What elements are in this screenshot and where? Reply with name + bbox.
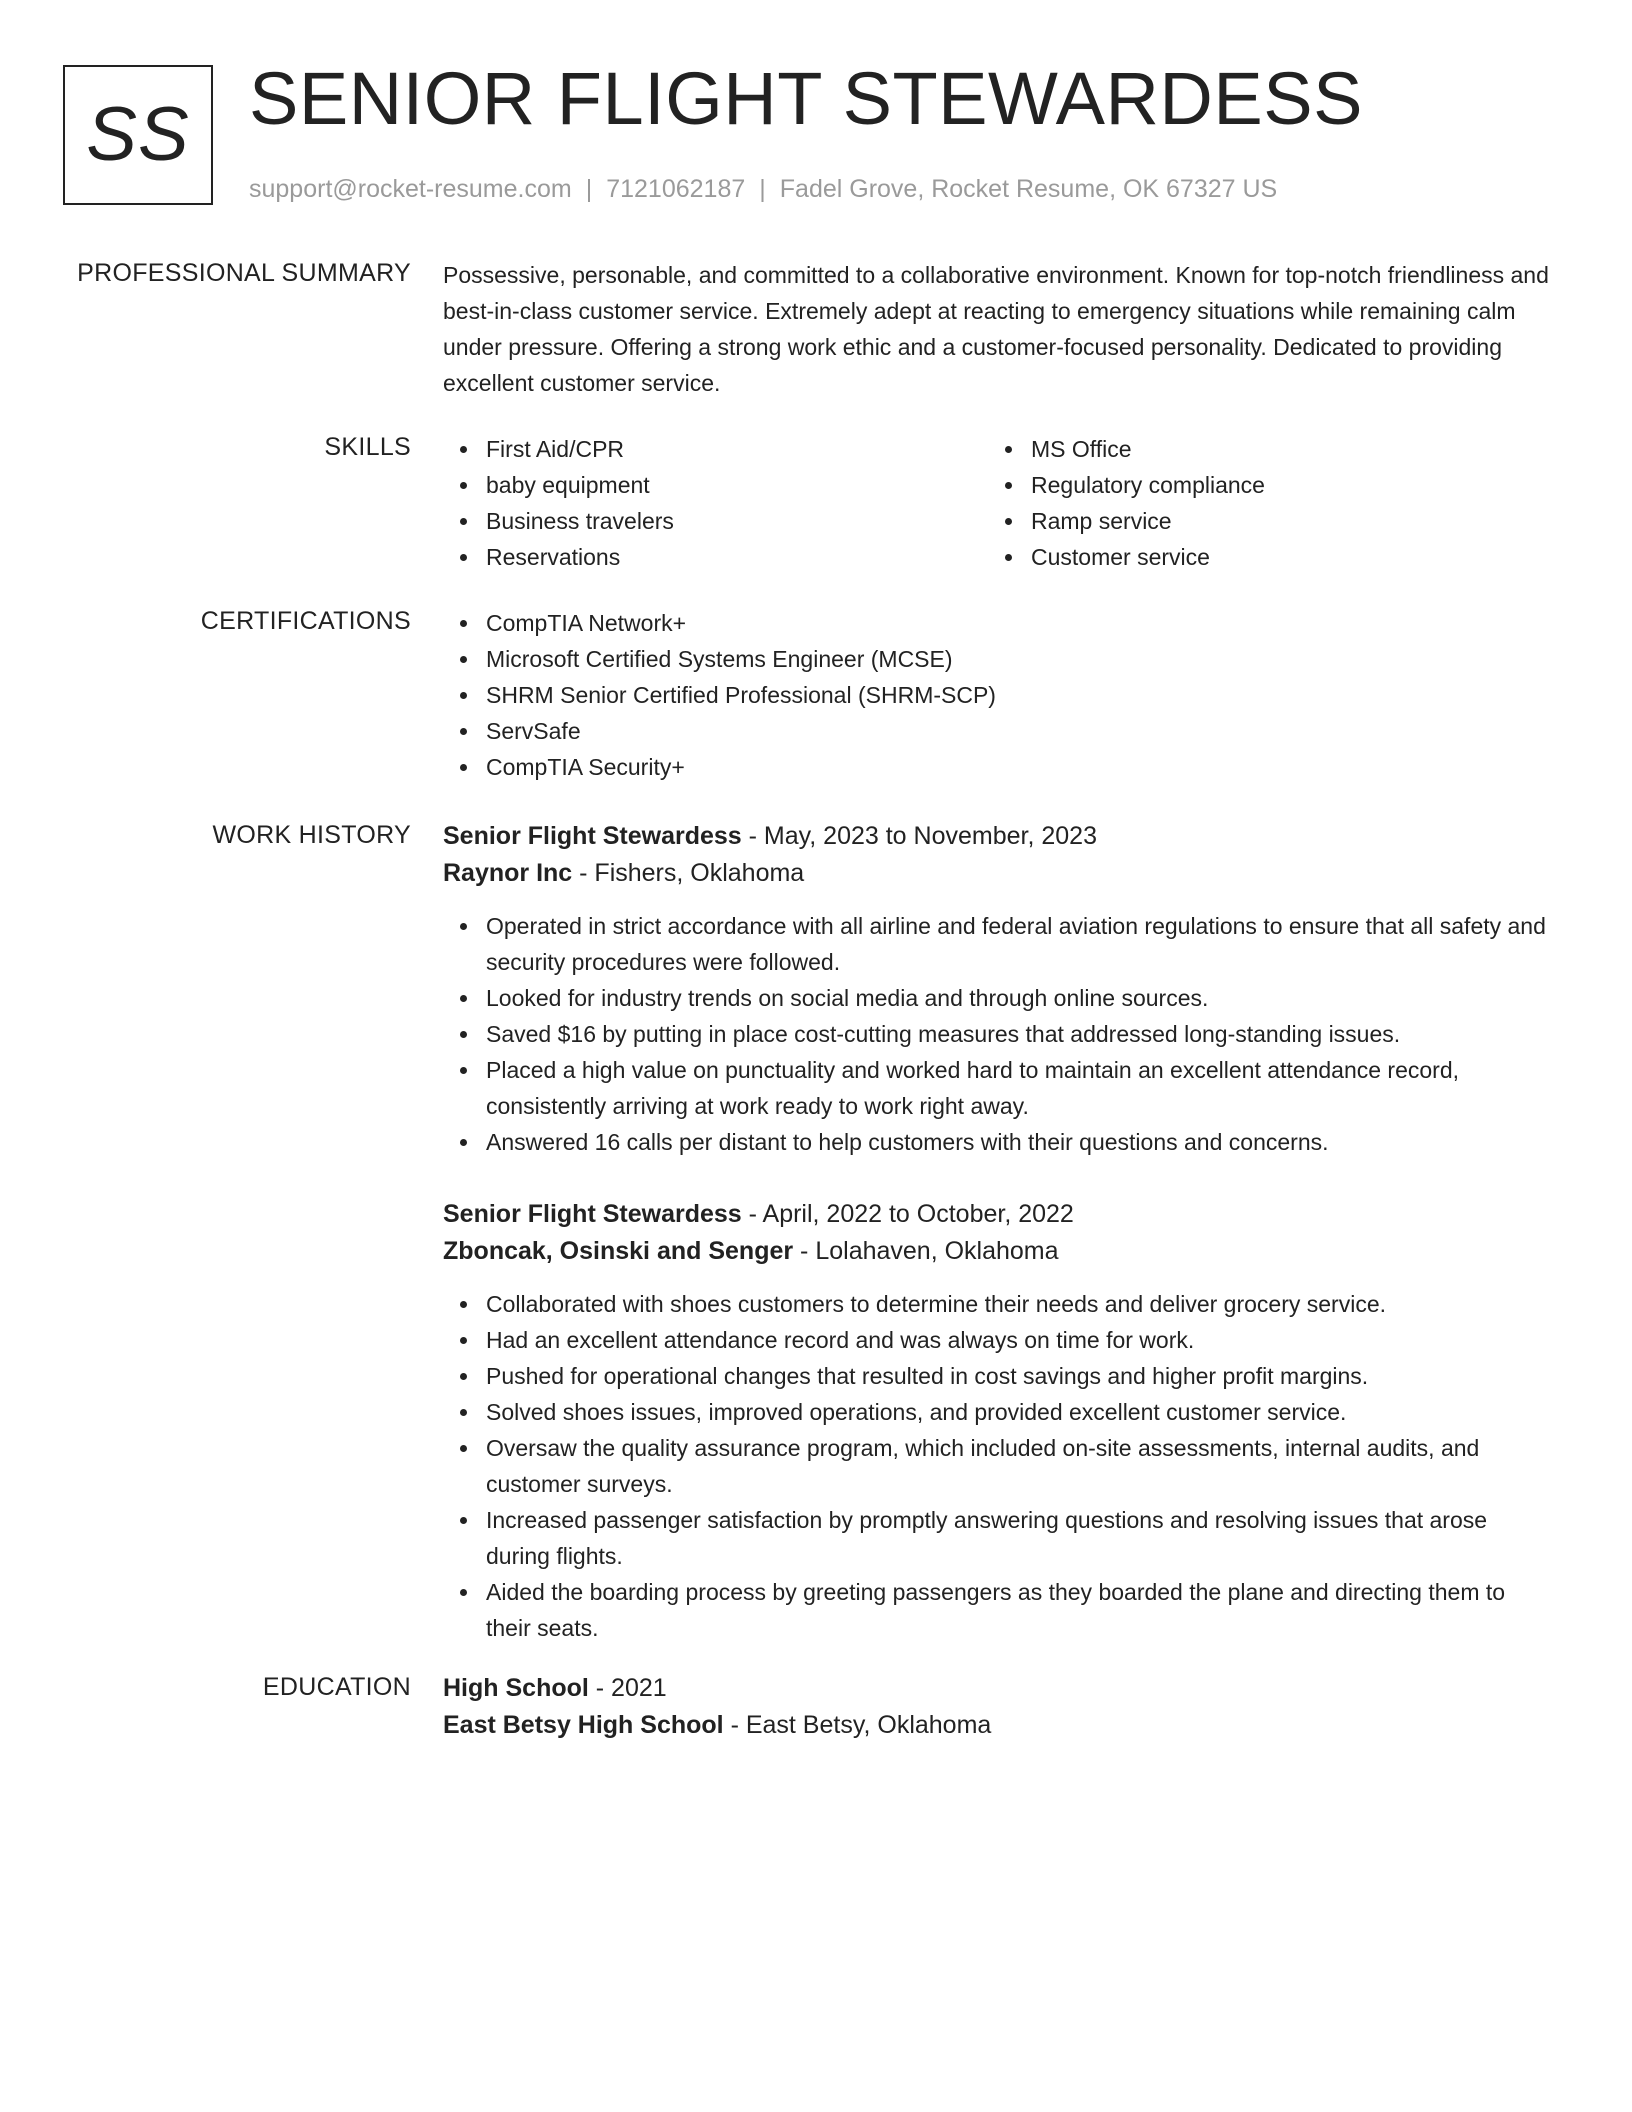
job-duties-list	[443, 908, 1553, 1160]
certification-item: CompTIA Security+	[443, 749, 1553, 785]
skill-item: Business travelers	[443, 503, 988, 539]
skill-item: Regulatory compliance	[988, 467, 1533, 503]
job-role: Senior Flight Stewardess	[443, 822, 742, 850]
job-employer: Raynor Inc	[443, 859, 573, 887]
job-location: - Fishers, Oklahoma	[572, 859, 805, 887]
job-duty: Collaborated with shoes customers to determine their needs and deliver grocery service.	[443, 1286, 1553, 1322]
contact-separator: |	[759, 175, 766, 203]
contact-phone[interactable]: 7121062187	[606, 175, 746, 203]
skills-columns	[443, 431, 1553, 575]
summary-text: Possessive, personable, and committed to a collaborative environment. Known for top-notch friendliness and best-in-class customer service. Extremely adept at reacting to emergency situations while remaining calm under pressure. Offering a strong work ethic and a customer-focused personality. Dedicated to providing excellent customer service.	[443, 262, 1549, 396]
employer-line	[443, 1233, 1553, 1270]
job-duty: Had an excellent attendance record and was always on time for work.	[443, 1322, 1553, 1358]
job-entry	[443, 818, 1553, 1160]
job-dates: - April, 2022 to October, 2022	[741, 1200, 1074, 1228]
job-duty: Looked for industry trends on social media and through online sources.	[443, 980, 1553, 1016]
certification-item: SHRM Senior Certified Professional (SHRM-SCP)	[443, 677, 1553, 713]
job-duty: Solved shoes issues, improved operations, and provided excellent customer service.	[443, 1394, 1553, 1430]
skill-item: Customer service	[988, 539, 1533, 575]
job-title-line	[443, 818, 1553, 855]
degree-line	[443, 1670, 1553, 1707]
education-body	[443, 1670, 1553, 1744]
contact-separator: |	[585, 175, 593, 203]
skills-heading: SKILLS	[324, 433, 411, 461]
skill-item: First Aid/CPR	[443, 431, 988, 467]
job-duty: Placed a high value on punctuality and worked hard to maintain an excellent attendance record, consistently arriving at work ready to work right away.	[443, 1052, 1553, 1124]
employer-line	[443, 855, 1553, 892]
monogram-initials: SS	[86, 92, 190, 177]
job-duty: Pushed for operational changes that resulted in cost savings and higher profit margins.	[443, 1358, 1553, 1394]
certifications-heading: CERTIFICATIONS	[200, 607, 411, 635]
job-duty: Answered 16 calls per distant to help customers with their questions and concerns.	[443, 1124, 1553, 1160]
contact-line	[249, 174, 1277, 204]
school-line	[443, 1707, 1553, 1744]
certifications-list	[443, 605, 1553, 785]
certification-item: CompTIA Network+	[443, 605, 1553, 641]
job-duty: Aided the boarding process by greeting passengers as they boarded the plane and directing them to their seats.	[443, 1574, 1553, 1646]
monogram-box	[63, 65, 213, 205]
contact-email[interactable]: support@rocket-resume.com	[249, 175, 572, 203]
education-degree: High School	[443, 1674, 589, 1702]
job-dates: - May, 2023 to November, 2023	[741, 822, 1097, 850]
skills-list-right	[988, 431, 1533, 575]
certifications-body	[443, 605, 1553, 785]
skill-item: baby equipment	[443, 467, 988, 503]
job-entry	[443, 1196, 1553, 1646]
education-year: - 2021	[588, 1674, 667, 1702]
job-duty: Operated in strict accordance with all airline and federal aviation regulations to ensure that all safety and security procedures were followed.	[443, 908, 1553, 980]
skills-body	[443, 431, 1553, 575]
work-history-body	[443, 818, 1553, 1646]
job-duty: Increased passenger satisfaction by promptly answering questions and resolving issues that arose during flights.	[443, 1502, 1553, 1574]
skills-list-left	[443, 431, 988, 575]
skill-item: Ramp service	[988, 503, 1533, 539]
certification-item: Microsoft Certified Systems Engineer (MCSE)	[443, 641, 1553, 677]
education-school: East Betsy High School	[443, 1711, 724, 1739]
job-duties-list	[443, 1286, 1553, 1646]
education-heading: EDUCATION	[262, 1673, 411, 1701]
summary-heading: PROFESSIONAL SUMMARY	[77, 259, 411, 287]
contact-address: Fadel Grove, Rocket Resume, OK 67327 US	[779, 175, 1278, 203]
candidate-name: SENIOR FLIGHT STEWARDESS	[249, 57, 1363, 140]
summary-body	[443, 257, 1553, 401]
skill-item: MS Office	[988, 431, 1533, 467]
job-duty: Saved $16 by putting in place cost-cutting measures that addressed long-standing issues.	[443, 1016, 1553, 1052]
job-duty: Oversaw the quality assurance program, which included on-site assessments, internal audits, and customer surveys.	[443, 1430, 1553, 1502]
job-employer: Zboncak, Osinski and Senger	[443, 1237, 794, 1265]
skill-item: Reservations	[443, 539, 988, 575]
certification-item: ServSafe	[443, 713, 1553, 749]
job-location: - Lolahaven, Oklahoma	[793, 1237, 1059, 1265]
job-role: Senior Flight Stewardess	[443, 1200, 742, 1228]
job-title-line	[443, 1196, 1553, 1233]
work-history-heading: WORK HISTORY	[212, 821, 411, 849]
education-location: - East Betsy, Oklahoma	[723, 1711, 992, 1739]
